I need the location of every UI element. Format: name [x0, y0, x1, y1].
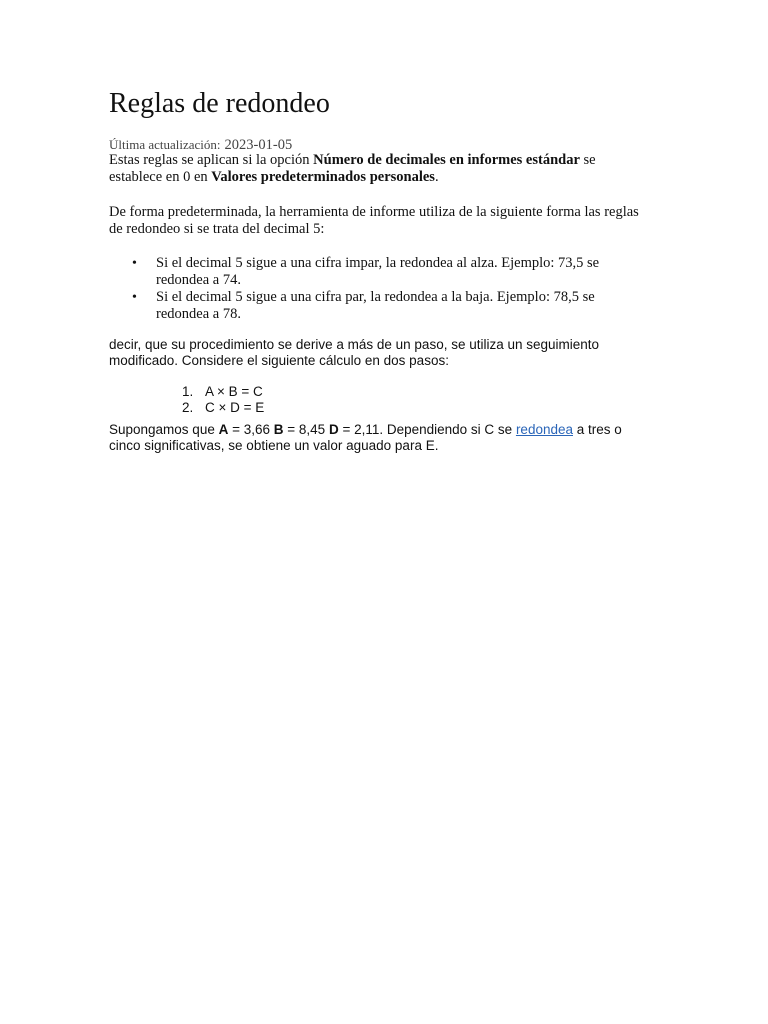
intro-text: se establece en 0 en [109, 152, 596, 185]
variable-d: D [328, 422, 339, 437]
bullet-icon: • [132, 290, 137, 305]
page-title: Reglas de redondeo [109, 88, 330, 119]
step-item [109, 384, 264, 400]
intro-paragraph [109, 152, 649, 186]
intro-text: Estas reglas se aplican si la opción [109, 152, 314, 168]
settings-name: Valores predeterminados personales [211, 169, 435, 185]
step-number: 1. [182, 384, 194, 399]
variable-a: A [218, 422, 229, 437]
list-item [109, 289, 646, 323]
calculation-steps [109, 384, 264, 416]
option-name: Número de decimales en informes estándar [313, 152, 580, 168]
step-number: 2. [182, 400, 194, 415]
step-item [109, 400, 264, 416]
example-text: = 8,45 [283, 422, 329, 437]
list-item-text: Si el decimal 5 sigue a una cifra impar, la redondea al alza. Ejemplo: 73,5 se redondea a 74. [156, 255, 600, 288]
last-updated-date: 2023-01-05 [224, 137, 293, 153]
rounding-rules-list [109, 255, 649, 323]
bullet-icon: • [132, 256, 137, 271]
default-rule-paragraph: De forma predeterminada, la herramienta de informe utiliza de la siguiente forma las reglas de redondeo si se trata del decimal 5: [109, 204, 639, 237]
step-formula: C × D = E [205, 400, 265, 415]
example-text: a tres o cinco significativas, se obtiene un valor aguado para E. [109, 422, 622, 453]
example-text: Supongamos que [109, 422, 219, 437]
intro-text: . [434, 169, 439, 185]
example-text: = 2,11. Dependiendo si C se [338, 422, 516, 437]
multistep-paragraph: decir, que su procedimiento se derive a más de un paso, se utiliza un seguimiento modificado. Considere el siguiente cálculo en dos pasos: [109, 337, 600, 368]
example-paragraph [109, 422, 649, 454]
variable-b: B [273, 422, 284, 437]
last-updated-label: Última actualización: [109, 137, 221, 152]
example-text: = 3,66 [228, 422, 274, 437]
redondea-link[interactable]: redondea [515, 422, 573, 437]
step-formula: A × B = C [205, 384, 263, 399]
list-item-text: Si el decimal 5 sigue a una cifra par, la redondea a la baja. Ejemplo: 78,5 se redondea a 78. [156, 289, 595, 322]
list-item [109, 255, 646, 289]
